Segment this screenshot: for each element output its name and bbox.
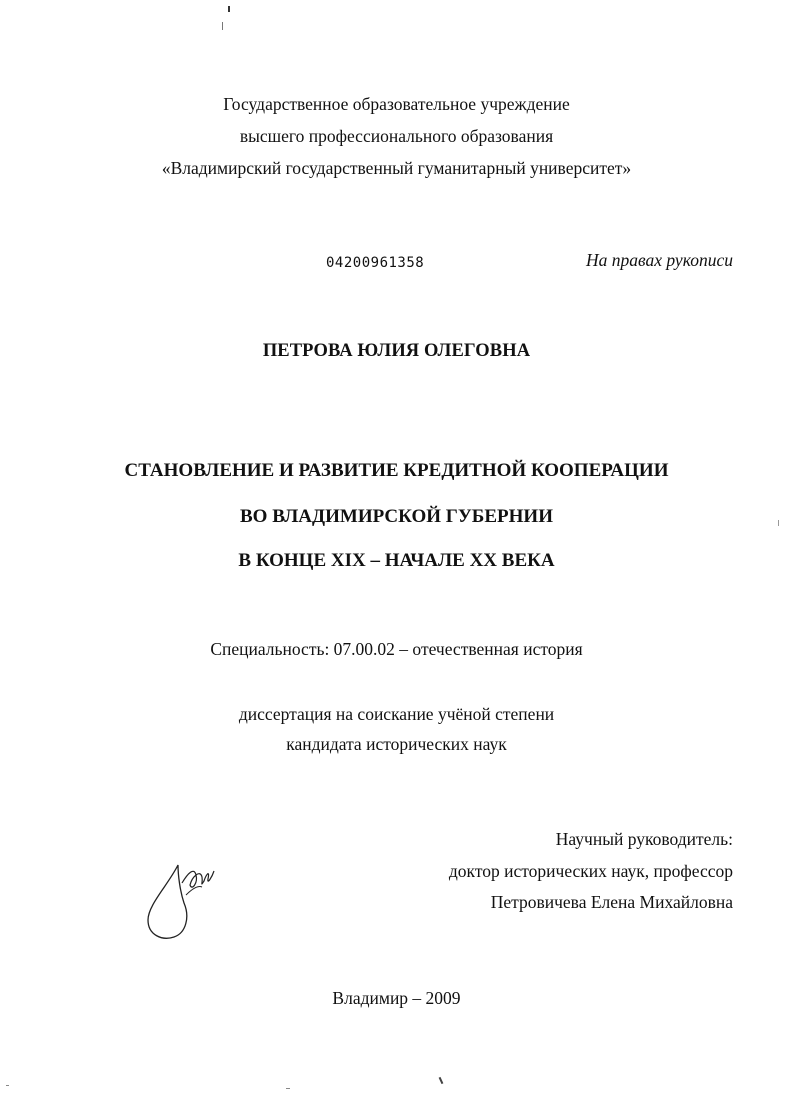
specialty: Специальность: 07.00.02 – отечественная история [210,639,583,659]
institution-line-3: «Владимирский государственный гуманитарный университет» [161,158,632,178]
supervisor-label: Научный руководитель: [555,829,733,849]
catalog-number: 04200961358 [326,255,425,271]
scan-mark-top [228,6,230,12]
place-and-year: Владимир – 2009 [332,988,461,1008]
supervisor-credentials: доктор исторических наук, профессор [448,861,733,881]
title-line-1: СТАНОВЛЕНИЕ И РАЗВИТИЕ КРЕДИТНОЙ КООПЕРАЦИИ [124,460,669,481]
title-line-2: ВО ВЛАДИМИРСКОЙ ГУБЕРНИИ [240,506,553,527]
handwritten-signature [140,855,230,945]
title-line-3: В КОНЦЕ XIX – НАЧАЛЕ XX ВЕКА [238,550,555,571]
scan-mark-bottom-left [286,1088,290,1089]
degree-line-2: кандидата исторических наук [286,734,507,754]
institution-line-2: высшего профессионального образования [239,126,554,146]
author-name: ПЕТРОВА ЮЛИЯ ОЛЕГОВНА [262,341,531,361]
scan-mark-top-2 [222,22,223,30]
supervisor-name: Петровичева Елена Михайловна [490,892,733,912]
scan-mark-bottom [439,1077,444,1084]
scan-mark-right [778,520,779,526]
institution-line-1: Государственное образовательное учреждение [223,94,570,114]
degree-line-1: диссертация на соискание учёной степени [238,704,555,724]
scan-mark-bottom-corner [6,1085,9,1086]
rights-note: На правах рукописи [586,250,733,270]
